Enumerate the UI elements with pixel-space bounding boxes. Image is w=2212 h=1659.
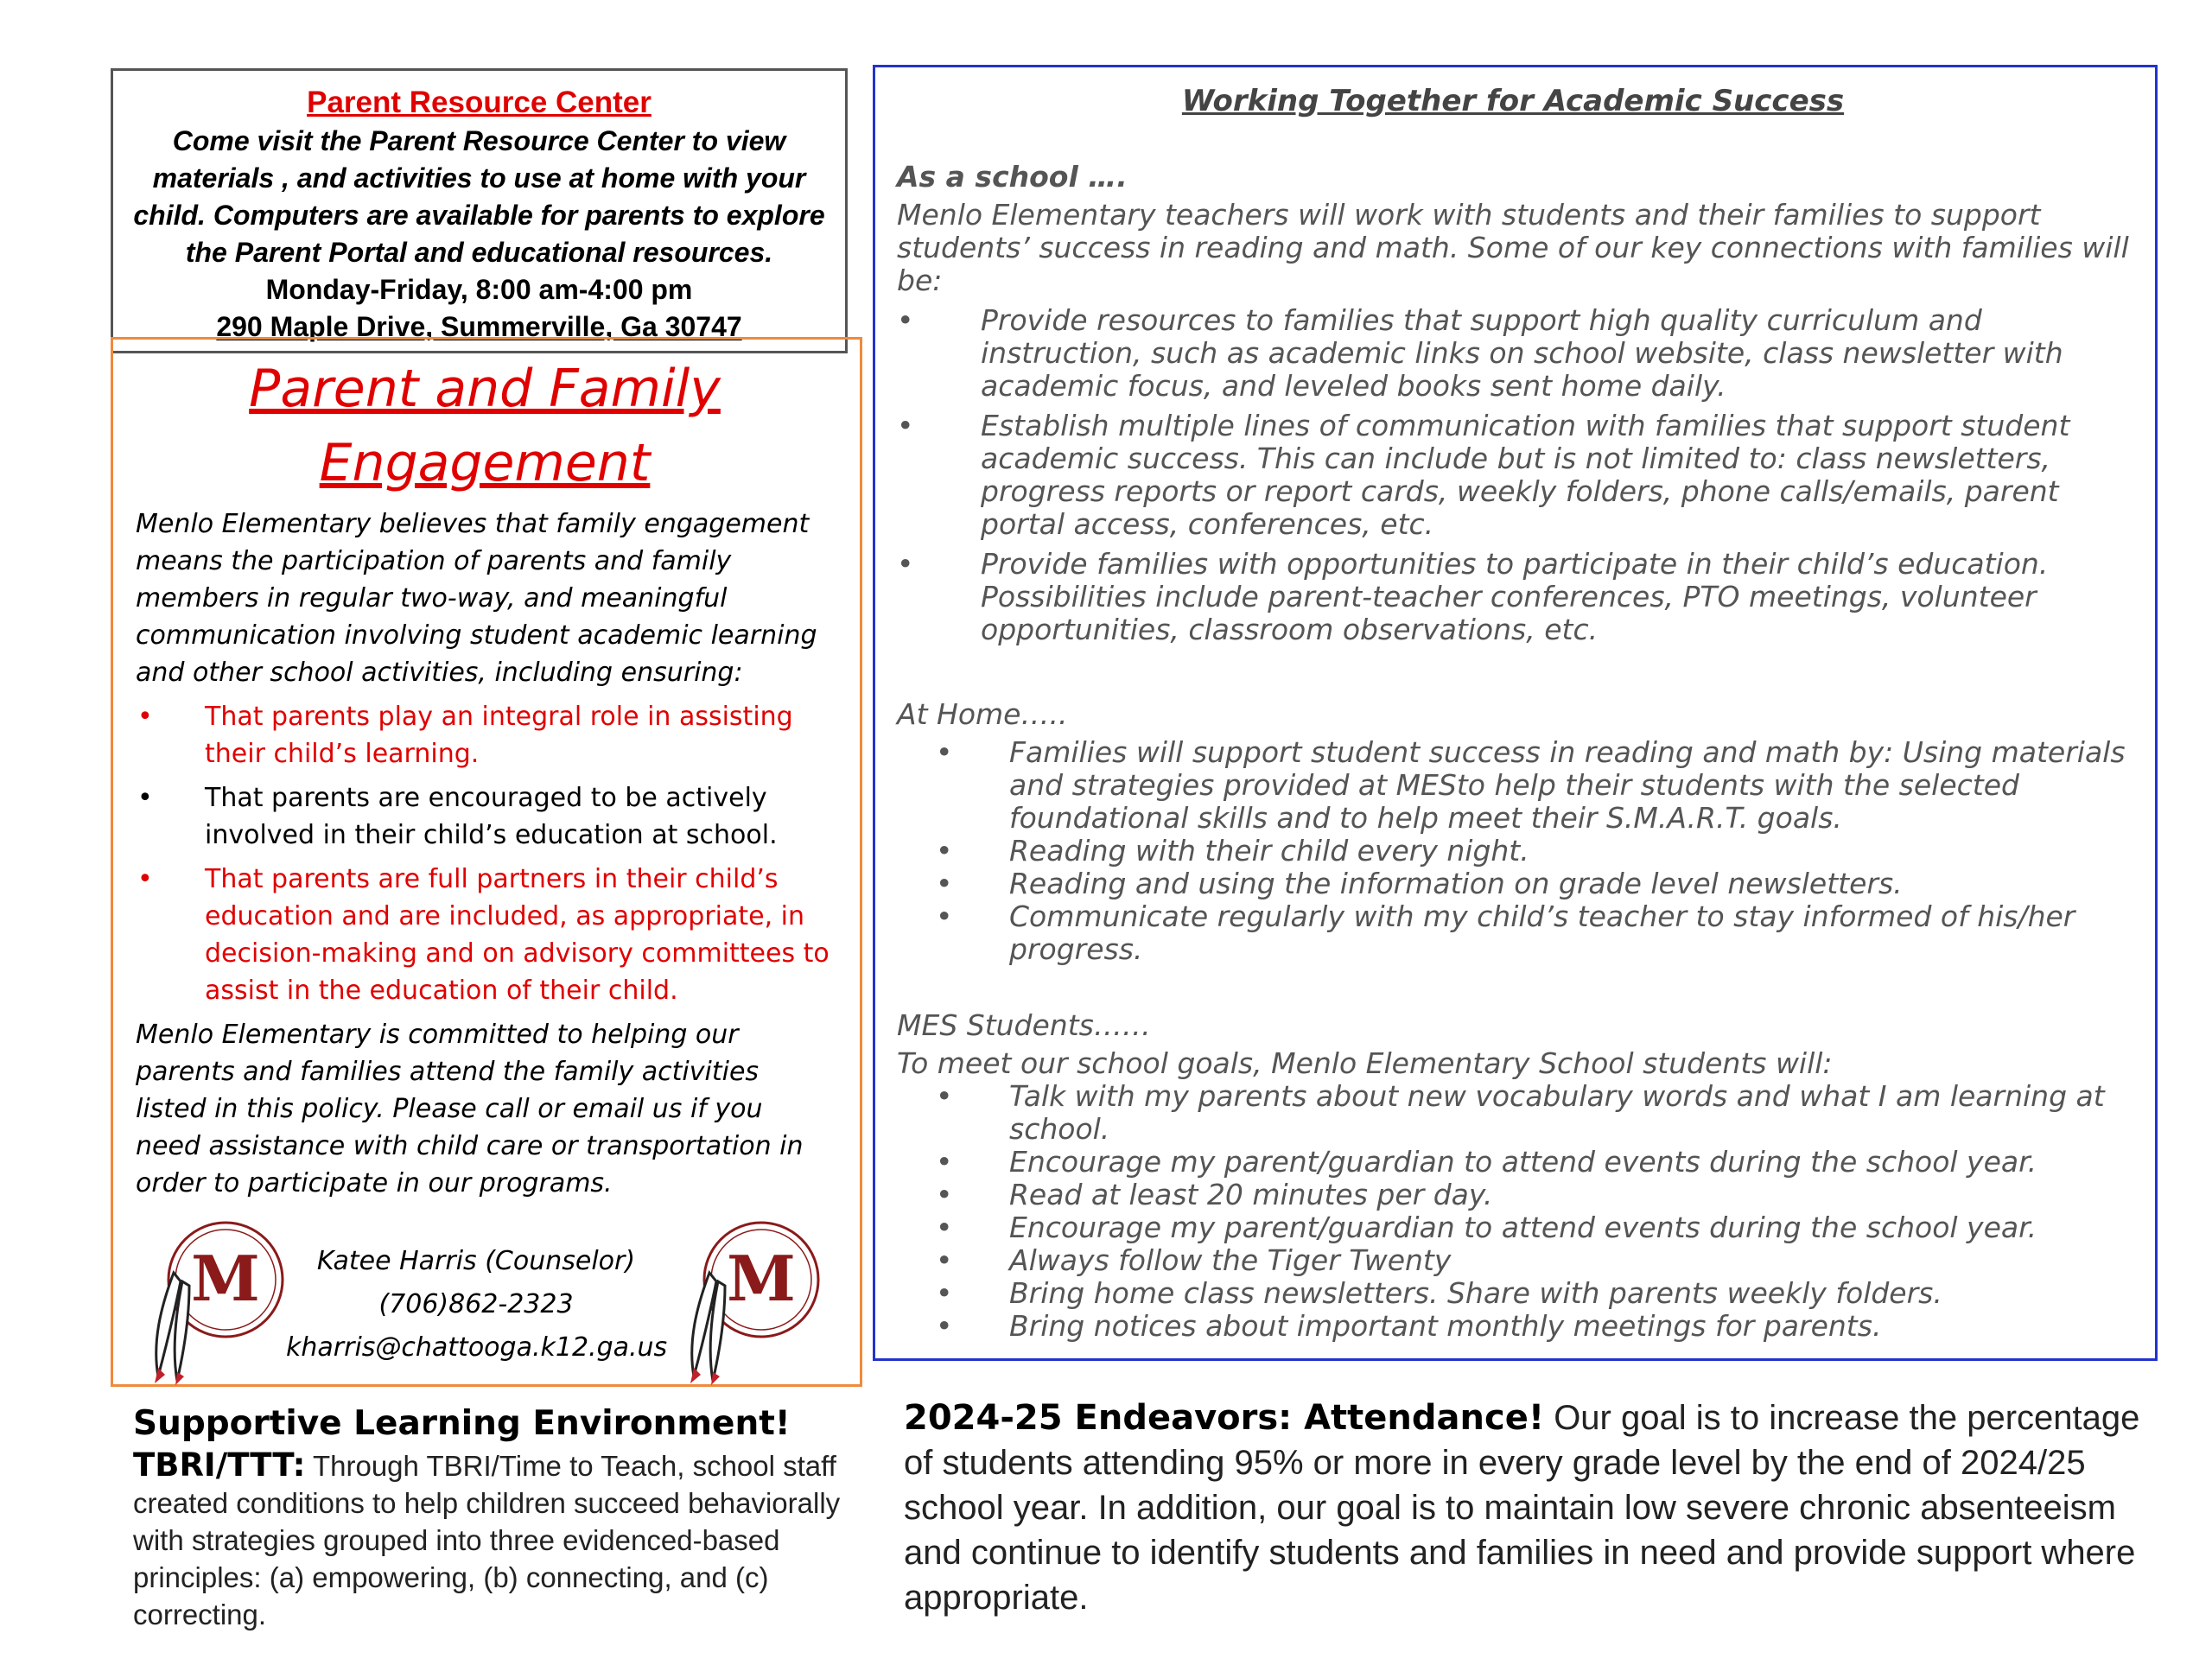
bullet-icon: • [137,864,153,894]
resource-center-line: child. Computers are available for parents to explore [133,200,825,231]
home-bullets [897,736,2129,966]
contact-name: Katee Harris (Counselor) [316,1246,636,1276]
students-intro: To meet our school goals, Menlo Elementary School students will: [897,1046,1833,1080]
list-item: • Provide resources to families that support high quality curriculum and instruction, such as academic links on school website, class newsletter with academic focus, and leveled books sent home daily. [897,303,2063,403]
bullet-icon: • [936,1178,953,1211]
bullet-icon: • [897,409,914,442]
bullet-icon: • [936,1276,953,1310]
bullet-icon: • [897,547,914,581]
list-item: • Encourage my parent/guardian to attend events during the school year. [936,1145,2037,1179]
bullet-icon: • [936,899,953,933]
bullet-icon: • [936,1079,953,1113]
bullet-icon: • [936,1211,953,1244]
endeavors-body: Our goal is to increase the percentage of students attending 95% or more in every grade level by the end of 2024/25 school year. In addition, our goal is to maintain low severe chronic absenteeism and continue to identify students and families in need and provide support where appropriate. [904,1399,2140,1617]
list-item: • Always follow the Tiger Twenty [936,1243,1452,1277]
supportive-body: Through TBRI/Time to Teach, school staff created conditions to help children succeed behaviorally with strategies grouped into three evidenced-based principles: (a) empowering, (b) connecting, and (c) correcting. [133,1450,841,1630]
bullet-icon: • [137,702,153,732]
bullet-icon: • [936,834,953,868]
svg-text:M: M [191,1242,260,1315]
engagement-title-line1: Parent and Family [249,359,721,419]
endeavors-heading: 2024-25 Endeavors: Attendance! [904,1398,1545,1438]
list-item: • Reading and using the information on grade level newsletters. [936,867,1903,900]
list-item: • Families will support student success in reading and math by: Using materials and strategies provided at MESto help their students with the selected foundational skills and to help meet their S.M.A.R.T. goals. [936,735,2126,835]
resource-center-address: 290 Maple Drive, Summerville, Ga 30747 [216,311,742,342]
bullet-icon: • [936,1309,953,1343]
endeavors-section [904,1395,2157,1620]
list-item: • Bring notices about important monthly meetings for parents. [936,1309,1882,1343]
resource-center-hours: Monday-Friday, 8:00 am-4:00 pm [265,274,693,305]
engagement-title [136,352,834,500]
bullet-icon: • [936,1145,953,1179]
working-together-box [873,65,2158,1361]
svg-text:M: M [727,1242,796,1315]
list-item: • Establish multiple lines of communication with families that support student academic success. This can include but is not limited to: class newsletters, progress reports or report cards, weekly folders, phone calls/emails, parent portal access, conferences, etc. [897,409,2070,541]
contact-block [113,1221,860,1376]
bullet-icon: • [897,303,914,337]
school-heading: As a school …. [897,160,1128,194]
engagement-bullets [136,698,834,1009]
engagement-bullet: • That parents play an integral role in assisting their child’s learning. [136,698,834,772]
supportive-paragraph [133,1446,842,1633]
resource-center-line: Come visit the Parent Resource Center to view [172,125,786,156]
contact-info [286,1240,666,1370]
family-engagement-box [111,337,862,1387]
parent-resource-center-box [111,68,848,353]
working-together-title: Working Together for Academic Success [1181,84,1845,118]
bullet-icon: • [137,783,153,813]
school-bullets [897,304,2129,646]
school-logo-icon [139,1221,295,1385]
students-heading: MES Students…… [897,1008,1151,1042]
bullet-icon: • [936,1243,953,1277]
contact-phone[interactable]: (706)862-2323 [378,1289,574,1319]
list-item: • Talk with my parents about new vocabulary words and what I am learning at school. [936,1079,2105,1146]
supportive-environment-section [133,1402,842,1633]
list-item: • Encourage my parent/guardian to attend events during the school year. [936,1211,2037,1244]
supportive-heading: Supportive Learning Environment! [133,1404,791,1443]
engagement-closing: Menlo Elementary is committed to helping our parents and families attend the family activities listed in this policy. Please call or email us if you need assistance with child care or transportation in order to participate in our programs. [136,1020,804,1198]
school-intro: Menlo Elementary teachers will work with students and their families to support students’ success in reading and math. Some of our key connections with families will be: [897,198,2129,297]
bullet-icon: • [936,735,953,769]
school-logo-icon [675,1221,830,1385]
list-item: • Communicate regularly with my child’s teacher to stay informed of his/her progress. [936,899,2075,966]
resource-center-line: the Parent Portal and educational resources. [185,237,773,268]
bullet-icon: • [936,867,953,900]
resource-center-line: materials , and activities to use at home with your [152,162,806,194]
engagement-intro: Menlo Elementary believes that family engagement means the participation of parents and family members in regular two-way, and meaningful communication involving student academic learning and other school activities, including ensuring: [136,509,817,688]
resource-center-title: Parent Resource Center [307,86,652,119]
list-item: • Bring home class newsletters. Share with parents weekly folders. [936,1276,1942,1310]
home-heading: At Home….. [897,697,1068,731]
students-bullets [897,1080,2129,1343]
contact-email[interactable]: kharris@chattooga.k12.ga.us [286,1332,668,1363]
supportive-subheading: TBRI/TTT: [133,1446,306,1484]
engagement-bullet: • That parents are encouraged to be actively involved in their child’s education at school. [136,779,834,854]
engagement-title-line2: Engagement [319,433,651,493]
list-item: • Read at least 20 minutes per day. [936,1178,1493,1211]
list-item: • Provide families with opportunities to participate in their child’s education. Possibilities include parent-teacher conferences, PTO meetings, volunteer opportunities, classroom observations, etc. [897,547,2049,646]
engagement-bullet: • That parents are full partners in their child’s education and are included, as appropriate, in decision-making and on advisory committees to assist in the education of their child. [136,861,834,1009]
list-item: • Reading with their child every night. [936,834,1529,868]
